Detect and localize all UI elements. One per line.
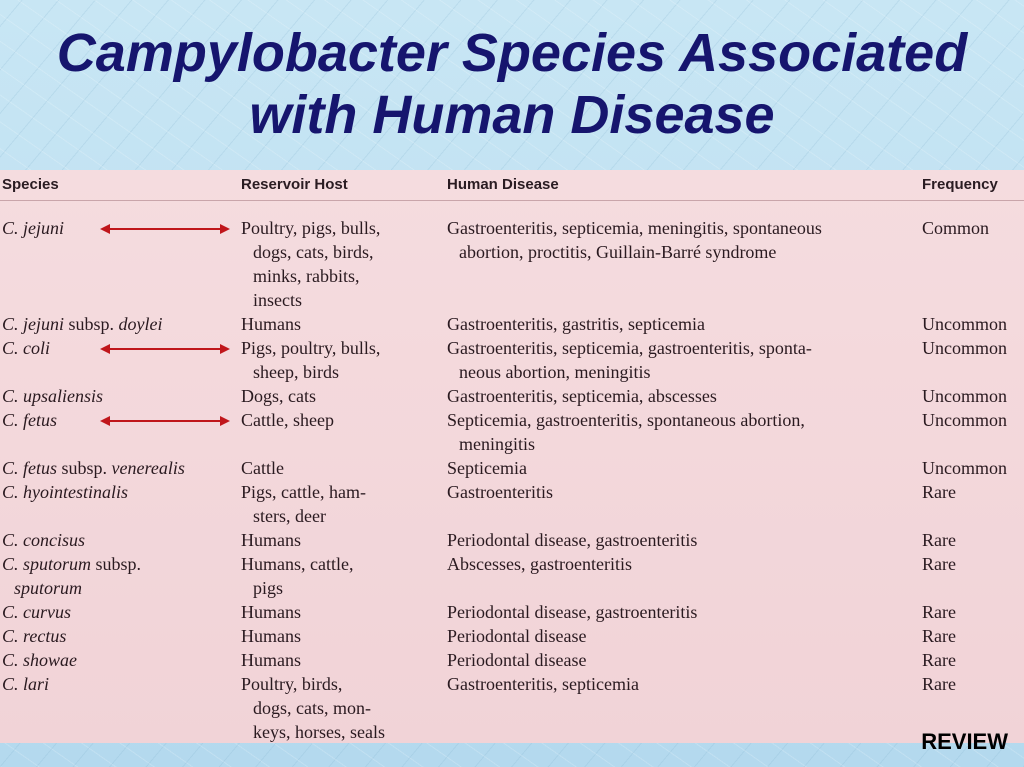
frequency-cell: Rare <box>922 674 956 694</box>
frequency-cell: Uncommon <box>922 314 1007 334</box>
header-human-disease: Human Disease <box>447 176 559 193</box>
title-line-1: Campylobacter Species Associated <box>56 23 968 83</box>
human-disease-cell: Septicemia <box>447 458 527 478</box>
human-disease-cell: Periodontal disease, gastroenteritis <box>447 602 698 622</box>
frequency-cell: Uncommon <box>922 386 1007 406</box>
reservoir-host-cell: Humans <box>241 650 301 670</box>
human-disease-cell: Abscesses, gastroenteritis <box>447 554 632 574</box>
reservoir-host-cell: Cattle, sheep <box>241 410 334 430</box>
human-disease-cell: Gastroenteritis, septicemia, meningitis, spontaneous abortion, proctitis, Guillain-Barré syndrome <box>447 218 822 262</box>
reservoir-host-cell: Pigs, cattle, ham- sters, deer <box>241 482 366 526</box>
double-arrow-icon <box>100 415 230 427</box>
reservoir-host-cell: Cattle <box>241 458 284 478</box>
human-disease-cell: Septicemia, gastroenteritis, spontaneous abortion, meningitis <box>447 410 805 454</box>
frequency-cell: Rare <box>922 554 956 574</box>
species-cell: C. fetus subsp. venerealis <box>2 458 185 478</box>
species-cell: C. fetus <box>2 410 58 430</box>
reservoir-host-cell: Humans <box>241 626 301 646</box>
species-cell: C. coli <box>2 338 50 358</box>
human-disease-cell: Gastroenteritis, septicemia, abscesses <box>447 386 717 406</box>
reservoir-host-cell: Humans, cattle, pigs <box>241 554 354 598</box>
human-disease-cell: Periodontal disease <box>447 650 587 670</box>
species-table <box>0 170 1024 743</box>
reservoir-host-cell: Dogs, cats <box>241 386 316 406</box>
header-divider <box>0 200 1024 201</box>
frequency-cell: Rare <box>922 482 956 502</box>
slide-title <box>0 22 1024 146</box>
human-disease-cell: Gastroenteritis, septicemia <box>447 674 639 694</box>
reservoir-host-cell: Pigs, poultry, bulls, sheep, birds <box>241 338 381 382</box>
species-cell: C. jejuni subsp. doylei <box>2 314 163 334</box>
frequency-cell: Common <box>922 218 990 238</box>
header-reservoir-host: Reservoir Host <box>241 176 348 193</box>
frequency-cell: Uncommon <box>922 338 1007 358</box>
human-disease-cell: Gastroenteritis <box>447 482 553 502</box>
species-cell: C. lari <box>2 674 50 694</box>
reservoir-host-cell: Humans <box>241 530 301 550</box>
human-disease-cell: Periodontal disease <box>447 626 587 646</box>
frequency-cell: Uncommon <box>922 410 1007 430</box>
reservoir-host-cell: Poultry, birds, dogs, cats, mon- keys, horses, seals <box>241 674 385 742</box>
frequency-cell: Rare <box>922 626 956 646</box>
human-disease-cell: Gastroenteritis, septicemia, gastroenteritis, sponta- neous abortion, meningitis <box>447 338 812 382</box>
species-cell: C. curvus <box>2 602 71 622</box>
species-cell: C. showae <box>2 650 78 670</box>
title-line-2: with Human Disease <box>249 85 775 145</box>
double-arrow-icon <box>100 343 230 355</box>
reservoir-host-cell: Humans <box>241 602 301 622</box>
frequency-cell: Uncommon <box>922 458 1007 478</box>
human-disease-cell: Gastroenteritis, gastritis, septicemia <box>447 314 705 334</box>
species-cell: C. hyointestinalis <box>2 482 128 502</box>
reservoir-host-cell: Humans <box>241 314 301 334</box>
review-label: REVIEW <box>921 729 1008 754</box>
double-arrow-icon <box>100 223 230 235</box>
frequency-cell: Rare <box>922 530 956 550</box>
frequency-cell: Rare <box>922 602 956 622</box>
species-cell: C. jejuni <box>2 218 64 238</box>
human-disease-cell: Periodontal disease, gastroenteritis <box>447 530 698 550</box>
header-species: Species <box>2 176 59 193</box>
reservoir-host-cell: Poultry, pigs, bulls, dogs, cats, birds, minks, rabbits, insects <box>241 218 381 310</box>
header-frequency: Frequency <box>922 176 998 193</box>
species-cell: C. concisus <box>2 530 85 550</box>
species-cell: C. upsaliensis <box>2 386 104 406</box>
species-cell: C. sputorum subsp. sputorum <box>2 554 142 598</box>
species-cell: C. rectus <box>2 626 67 646</box>
frequency-cell: Rare <box>922 650 956 670</box>
